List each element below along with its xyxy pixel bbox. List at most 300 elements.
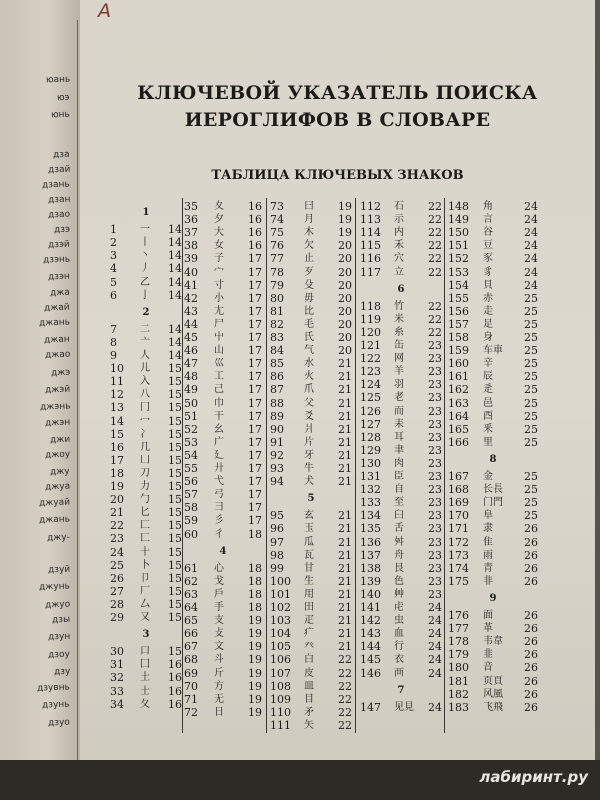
radical-number: 50 [184, 396, 198, 410]
page-number: 15 [168, 375, 182, 389]
radical-number: 114 [360, 226, 381, 240]
radical-glyph: 豆 [483, 240, 493, 252]
radical-row [110, 336, 182, 349]
page-number: 15 [168, 506, 182, 520]
radical-number: 90 [270, 422, 284, 436]
radical-number: 92 [270, 448, 284, 462]
column-divider [444, 198, 445, 733]
radical-glyph: 欠 [304, 240, 314, 252]
radical-row [448, 226, 538, 239]
radical-glyph: 雨 [483, 549, 493, 561]
radical-glyph: 穴 [394, 253, 404, 265]
radical-number: 27 [110, 584, 124, 598]
radical-glyph: 干 [214, 410, 224, 422]
radical-glyph: 月 [304, 214, 314, 226]
radical-number: 141 [360, 601, 381, 614]
radical-glyph: 木 [304, 227, 314, 239]
page-number: 20 [338, 317, 352, 331]
radical-row [270, 588, 352, 601]
page-number: 23 [428, 496, 442, 510]
radical-number: 158 [448, 331, 469, 344]
radical-glyph: 廴 [214, 449, 224, 461]
radical-row [184, 601, 262, 614]
radical-glyph: 见見 [394, 701, 414, 713]
radical-row [448, 575, 538, 588]
left-page-word: джу- [46, 532, 71, 544]
radical-glyph: 豸 [483, 266, 493, 278]
page-number: 21 [338, 627, 352, 641]
page-number: 23 [428, 522, 442, 536]
radical-glyph: 彐 [214, 502, 224, 514]
radical-row [270, 449, 352, 462]
stroke-group-header: 3 [142, 629, 150, 641]
radical-glyph: 玄 [304, 510, 314, 522]
page-number: 20 [338, 239, 352, 253]
radical-row [270, 331, 352, 344]
radical-number: 5 [110, 275, 117, 289]
page-number: 14 [168, 262, 182, 276]
radical-number: 109 [270, 692, 291, 706]
page-number: 22 [428, 312, 442, 326]
left-page-word: джоу [44, 449, 71, 461]
radical-number: 102 [270, 601, 291, 614]
page-number: 14 [168, 236, 182, 250]
radical-glyph: 甘 [304, 562, 314, 574]
radical-number: 107 [270, 666, 291, 680]
left-page-word: джэ [50, 367, 71, 379]
radical-glyph: 几 [140, 441, 150, 453]
radical-number: 135 [360, 522, 381, 536]
radical-glyph: 卜 [140, 559, 150, 571]
radical-row [184, 239, 262, 252]
radical-glyph: 酉 [483, 410, 493, 422]
radical-row [360, 326, 442, 339]
radical-row [360, 509, 442, 522]
radical-row [270, 344, 352, 357]
radical-row [110, 262, 182, 275]
radical-glyph: 矢 [304, 719, 314, 731]
page-number: 25 [524, 331, 538, 344]
radical-row [270, 226, 352, 239]
radical-number: 171 [448, 522, 469, 536]
radical-number: 23 [110, 532, 124, 546]
left-page-word: дзы [51, 614, 71, 626]
page-number: 24 [524, 213, 538, 227]
radical-row [448, 536, 538, 549]
radical-glyph: 赤 [483, 292, 493, 304]
radical-number: 165 [448, 422, 469, 436]
radical-row [110, 532, 182, 545]
radical-number: 123 [360, 365, 381, 379]
page-number: 19 [338, 213, 352, 227]
radical-row [110, 572, 182, 585]
page-number: 19 [248, 705, 262, 719]
radical-row [270, 318, 352, 331]
radical-glyph: 网 [394, 353, 404, 365]
radical-number: 100 [270, 574, 291, 588]
page-number: 23 [428, 483, 442, 497]
left-page-word: джэнь [39, 401, 71, 413]
page-number: 22 [428, 325, 442, 339]
radical-row [448, 509, 538, 522]
radical-number: 132 [360, 483, 381, 497]
left-page-word: джа [49, 287, 71, 299]
radical-number: 76 [270, 239, 284, 253]
radical-glyph: 米 [394, 313, 404, 325]
radical-glyph: 戶 [214, 588, 224, 600]
page-number: 16 [248, 226, 262, 240]
page-number: 25 [524, 496, 538, 510]
radical-number: 13 [110, 401, 124, 415]
radical-glyph: 虍 [394, 602, 404, 613]
page-number: 26 [524, 522, 538, 536]
radical-number: 131 [360, 470, 381, 483]
radical-row [270, 640, 352, 653]
radical-glyph: 面 [483, 610, 493, 621]
radical-row [110, 349, 182, 362]
radical-glyph: 臣 [394, 471, 404, 482]
radical-row [184, 514, 262, 527]
radical-glyph: 缶 [394, 340, 404, 351]
left-page-word: дзэнь [42, 254, 71, 266]
left-page-word: джуа [44, 481, 71, 493]
radical-number: 28 [110, 597, 124, 611]
radical-glyph: 止 [304, 253, 314, 265]
page-number: 24 [428, 666, 442, 680]
radical-glyph: 儿 [140, 363, 150, 375]
radical-row [360, 418, 442, 431]
page-number: 26 [524, 661, 538, 675]
page-number: 22 [428, 239, 442, 253]
page-number: 17 [248, 475, 262, 489]
left-page-word: дзунь [42, 699, 71, 711]
radical-number: 121 [360, 339, 381, 352]
radical-glyph: 生 [304, 575, 314, 587]
page-number: 14 [168, 275, 182, 289]
left-page-word: джан [44, 334, 71, 346]
radical-number: 24 [110, 545, 124, 559]
radical-number: 93 [270, 462, 284, 475]
radical-glyph: 士 [140, 685, 150, 697]
page-number: 25 [524, 383, 538, 397]
radical-row [110, 585, 182, 598]
radical-row [184, 640, 262, 653]
radical-row [184, 305, 262, 318]
radical-number: 140 [360, 587, 381, 601]
page-number: 24 [524, 265, 538, 279]
radical-row [360, 239, 442, 252]
radical-number: 111 [270, 718, 291, 732]
page-number: 21 [338, 548, 352, 562]
left-page-word: дзоу [47, 649, 71, 661]
left-page-word: джань [38, 514, 71, 526]
left-page-word: джэй [44, 384, 71, 396]
radical-number: 6 [110, 288, 117, 302]
radical-number: 46 [184, 344, 198, 358]
radical-row [110, 388, 182, 401]
radical-row [448, 266, 538, 279]
radical-number: 115 [360, 239, 381, 253]
radical-row [110, 658, 182, 671]
left-page-word: дзуй [47, 564, 71, 576]
page-number: 20 [338, 265, 352, 279]
radical-row [270, 397, 352, 410]
page-number: 14 [168, 335, 182, 349]
page-number: 21 [338, 522, 352, 536]
radical-glyph: 舌 [394, 523, 404, 535]
radical-row [110, 415, 182, 428]
radical-row [110, 671, 182, 684]
radical-number: 182 [448, 687, 469, 701]
radical-number: 78 [270, 265, 284, 279]
radical-row [448, 470, 538, 483]
radical-number: 58 [184, 501, 198, 515]
stroke-group-header: 1 [142, 207, 150, 218]
radical-number: 4 [110, 262, 117, 276]
page-number: 18 [248, 527, 262, 541]
page-number: 25 [524, 470, 538, 483]
radical-number: 159 [448, 344, 469, 358]
table-subtitle: ТАБЛИЦА КЛЮЧЕВЫХ ЗНАКОВ [211, 168, 464, 183]
page-number: 14 [168, 249, 182, 263]
left-page-word: дзан [47, 194, 71, 206]
corner-mark: A [98, 0, 111, 22]
radical-number: 22 [110, 519, 124, 533]
radical-row [270, 667, 352, 680]
radical-row [184, 562, 262, 575]
left-page-word: джао [44, 349, 71, 361]
page-number: 20 [338, 304, 352, 318]
radical-glyph: 牛 [304, 463, 314, 474]
page-number: 19 [248, 666, 262, 680]
radical-number: 96 [270, 522, 284, 536]
radical-number: 8 [110, 335, 117, 349]
page-number: 21 [338, 640, 352, 654]
radical-row [270, 601, 352, 614]
radical-number: 149 [448, 213, 469, 227]
radical-glyph: 囗 [140, 659, 150, 671]
radical-row [184, 693, 262, 706]
radical-number: 54 [184, 448, 198, 462]
radical-number: 48 [184, 370, 198, 384]
radical-number: 98 [270, 548, 284, 562]
page-number: 17 [248, 265, 262, 279]
page-number: 22 [428, 200, 442, 213]
radical-glyph: 亅 [140, 289, 150, 301]
page-number: 14 [168, 322, 182, 336]
page-number: 23 [428, 417, 442, 431]
radical-row [270, 357, 352, 370]
radical-number: 106 [270, 653, 291, 667]
radical-glyph: 尢 [214, 305, 224, 317]
radical-number: 161 [448, 370, 469, 384]
radical-glyph: 白 [304, 654, 314, 666]
radical-row [448, 279, 538, 292]
page-number: 15 [168, 493, 182, 507]
radical-row [270, 239, 352, 252]
page-number: 17 [248, 370, 262, 384]
radical-row [110, 428, 182, 441]
radical-glyph: 而 [394, 405, 404, 417]
radical-glyph: 非 [483, 575, 493, 587]
page-number: 26 [524, 548, 538, 562]
radical-glyph: 里 [483, 436, 493, 448]
radical-number: 183 [448, 700, 469, 714]
radical-row [360, 496, 442, 509]
radical-row [270, 383, 352, 396]
radical-glyph: 巾 [214, 397, 224, 409]
page-number: 21 [338, 561, 352, 575]
radical-row [270, 436, 352, 449]
radical-glyph: 身 [483, 332, 493, 343]
left-page-word: дзэй [48, 239, 71, 251]
radical-row [184, 383, 262, 396]
radical-row [270, 627, 352, 640]
page-number: 17 [248, 331, 262, 344]
radical-number: 62 [184, 574, 198, 588]
radical-row [110, 401, 182, 414]
radical-glyph: 彡 [214, 515, 224, 527]
page-number: 26 [524, 700, 538, 714]
page-number: 18 [248, 601, 262, 614]
page-number: 24 [428, 627, 442, 641]
radical-number: 59 [184, 514, 198, 528]
radical-number: 74 [270, 213, 284, 227]
radical-row [360, 588, 442, 601]
radical-row [448, 344, 538, 357]
radical-glyph: 貝 [483, 279, 493, 291]
page-number: 22 [428, 213, 442, 227]
radical-number: 86 [270, 370, 284, 384]
radical-row [270, 614, 352, 627]
dictionary-page [80, 0, 595, 800]
page-number: 25 [524, 422, 538, 436]
radical-glyph: 弋 [214, 476, 224, 488]
page-number: 18 [248, 587, 262, 601]
page-number: 15 [168, 427, 182, 441]
radical-row [448, 357, 538, 370]
watermark: лабиринт.ру [479, 768, 588, 786]
radical-number: 133 [360, 496, 381, 510]
table-column [110, 206, 182, 746]
radical-glyph: 二 [140, 323, 150, 335]
radical-glyph: 厶 [140, 598, 150, 610]
page-number: 22 [428, 252, 442, 266]
radical-number: 63 [184, 587, 198, 601]
page-number: 25 [524, 396, 538, 410]
page-number: 21 [338, 409, 352, 423]
radical-glyph: 足 [483, 318, 493, 330]
radical-number: 11 [110, 375, 124, 389]
radical-row [184, 213, 262, 226]
radical-glyph: 瓦 [304, 549, 314, 561]
radical-glyph: 又 [140, 612, 150, 623]
radical-row [270, 475, 352, 488]
radical-glyph: 田 [304, 602, 314, 613]
radical-row [448, 397, 538, 410]
page-number: 20 [338, 291, 352, 305]
radical-glyph: 卩 [140, 572, 150, 584]
radical-number: 84 [270, 344, 284, 358]
page-number: 15 [168, 466, 182, 480]
radical-row [448, 635, 538, 648]
radical-glyph: 人 [140, 350, 150, 361]
page-number: 20 [338, 331, 352, 344]
radical-number: 145 [360, 653, 381, 667]
page-number: 15 [168, 388, 182, 402]
radical-glyph: 韭 [483, 649, 493, 661]
radical-number: 136 [360, 535, 381, 549]
radical-row [270, 410, 352, 423]
radical-row [360, 252, 442, 265]
page-number: 22 [428, 226, 442, 240]
radical-number: 156 [448, 304, 469, 318]
radical-row [270, 200, 352, 213]
table-column [270, 200, 352, 740]
radical-number: 87 [270, 383, 284, 397]
radical-glyph: 无 [214, 693, 224, 705]
page-number: 21 [338, 462, 352, 475]
radical-row [184, 410, 262, 423]
radical-number: 21 [110, 506, 124, 520]
page-number: 15 [168, 414, 182, 428]
radical-glyph: 凵 [140, 454, 150, 466]
radical-glyph: 尸 [214, 318, 224, 330]
radical-row [270, 423, 352, 436]
page-number: 17 [248, 514, 262, 528]
radical-number: 68 [184, 653, 198, 667]
radical-glyph: 夂 [140, 698, 150, 710]
page-number: 21 [338, 535, 352, 549]
radical-number: 1 [110, 223, 117, 237]
page-number: 22 [338, 718, 352, 732]
radical-glyph: 攴 [214, 628, 224, 640]
page-number: 17 [248, 422, 262, 436]
radical-row [110, 289, 182, 302]
page-number: 23 [428, 339, 442, 352]
radical-number: 139 [360, 574, 381, 588]
radical-glyph: 竹 [394, 300, 404, 312]
page-number: 16 [168, 697, 182, 711]
stroke-group-header: 6 [397, 283, 405, 295]
page-number: 17 [248, 409, 262, 423]
radical-glyph: 殳 [304, 279, 314, 291]
radical-glyph: 羊 [394, 366, 404, 378]
radical-glyph: 厂 [140, 585, 150, 597]
page-number: 21 [338, 574, 352, 588]
radical-number: 19 [110, 480, 124, 493]
radical-row [448, 423, 538, 436]
radical-row [360, 365, 442, 378]
radical-glyph: 肉 [394, 457, 404, 469]
page-number: 24 [524, 200, 538, 213]
page-number: 23 [428, 561, 442, 575]
radical-number: 47 [184, 357, 198, 371]
page-title-line-1: КЛЮЧЕВОЙ УКАЗАТЕЛЬ ПОИСКА [137, 82, 538, 104]
page-number: 26 [524, 674, 538, 688]
left-page-word: дзэ [53, 224, 71, 236]
radical-glyph: 衣 [394, 654, 404, 666]
radical-glyph: 门門 [483, 497, 503, 509]
page-number: 17 [248, 344, 262, 358]
radical-number: 148 [448, 200, 469, 213]
radical-number: 44 [184, 317, 198, 331]
radical-row [184, 266, 262, 279]
radical-glyph: 一 [140, 224, 150, 236]
radical-row [448, 318, 538, 331]
radical-glyph: 臼 [394, 510, 404, 522]
radical-number: 15 [110, 427, 124, 441]
